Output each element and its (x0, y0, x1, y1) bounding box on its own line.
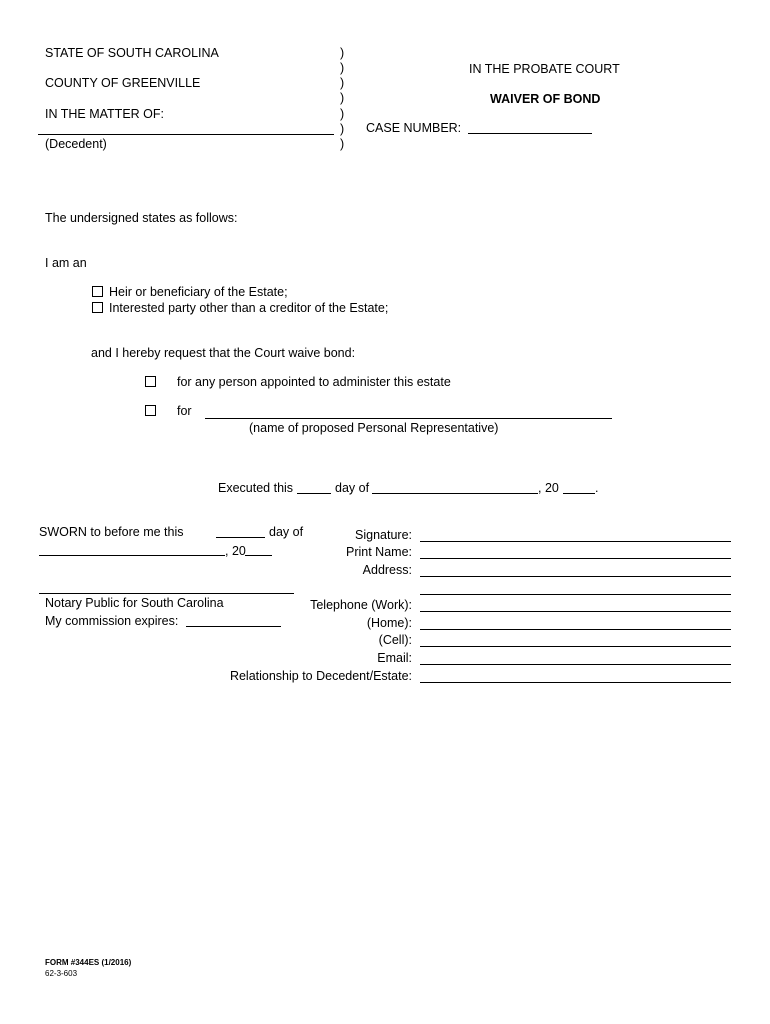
caption-paren: ) (340, 46, 345, 60)
representative-caption: (name of proposed Personal Representative) (249, 421, 499, 435)
address-line[interactable] (420, 576, 731, 577)
i-am-text: I am an (45, 256, 87, 270)
signature-line[interactable] (420, 541, 731, 542)
named-person-label: for (177, 404, 192, 418)
case-number-label: CASE NUMBER: (366, 121, 462, 135)
telephone-work-label: Telephone (Work): (310, 598, 412, 612)
form-id: FORM #344ES (1/2016) (45, 958, 132, 967)
sworn-month-line[interactable] (39, 555, 225, 556)
state-heading: STATE OF SOUTH CAROLINA (45, 46, 219, 60)
telephone-cell-line[interactable] (420, 646, 731, 647)
print-name-label: Print Name: (346, 545, 412, 559)
address-label: Address: (362, 563, 412, 577)
decedent-label: (Decedent) (45, 137, 107, 151)
caption-paren: ) (340, 107, 345, 121)
any-person-label: for any person appointed to administer this estate (177, 375, 451, 389)
telephone-home-label: (Home): (366, 616, 412, 630)
address-line-2[interactable] (420, 594, 731, 595)
interested-party-option-label: Interested party other than a creditor of the Estate; (109, 301, 389, 315)
commission-label: My commission expires: (45, 614, 179, 628)
case-number-line[interactable] (468, 133, 592, 134)
executed-day-of: day of (335, 481, 370, 495)
sworn-year-prefix: , 20 (225, 544, 246, 558)
interested-party-checkbox[interactable] (92, 302, 103, 313)
telephone-home-line[interactable] (420, 629, 731, 630)
executed-year-prefix: , 20 (538, 481, 559, 495)
executed-period: . (595, 481, 599, 495)
matter-label: IN THE MATTER OF: (45, 107, 164, 121)
decedent-name-line[interactable] (38, 134, 334, 135)
caption-paren: ) (340, 137, 345, 151)
relationship-line[interactable] (420, 682, 731, 683)
sworn-label: SWORN to before me this (39, 525, 184, 539)
court-heading: IN THE PROBATE COURT (469, 62, 620, 76)
intro-text: The undersigned states as follows: (45, 211, 238, 225)
caption-paren: ) (340, 122, 345, 136)
email-label: Email: (377, 651, 412, 665)
statute-code: 62-3-603 (45, 969, 78, 978)
relationship-label: Relationship to Decedent/Estate: (229, 669, 412, 683)
executed-month-line[interactable] (372, 493, 538, 494)
form-title: WAIVER OF BOND (490, 92, 601, 106)
telephone-cell-label: (Cell): (378, 633, 412, 647)
signature-label: Signature: (355, 528, 412, 542)
executed-day-line[interactable] (297, 493, 331, 494)
caption-paren: ) (340, 76, 345, 90)
telephone-work-line[interactable] (420, 611, 731, 612)
print-name-line[interactable] (420, 558, 731, 559)
named-person-checkbox[interactable] (145, 405, 156, 416)
notary-public-label: Notary Public for South Carolina (45, 596, 224, 610)
heir-checkbox[interactable] (92, 286, 103, 297)
sworn-day-of: day of (269, 525, 304, 539)
representative-name-line[interactable] (205, 418, 612, 419)
caption-paren: ) (340, 91, 345, 105)
executed-year-line[interactable] (563, 493, 595, 494)
executed-label: Executed this (218, 481, 294, 495)
caption-paren: ) (340, 61, 345, 75)
county-heading: COUNTY OF GREENVILLE (45, 76, 201, 90)
request-text: and I hereby request that the Court waive bond: (91, 346, 356, 360)
heir-option-label: Heir or beneficiary of the Estate; (109, 285, 288, 299)
notary-signature-line[interactable] (39, 593, 294, 594)
any-person-checkbox[interactable] (145, 376, 156, 387)
email-line[interactable] (420, 664, 731, 665)
